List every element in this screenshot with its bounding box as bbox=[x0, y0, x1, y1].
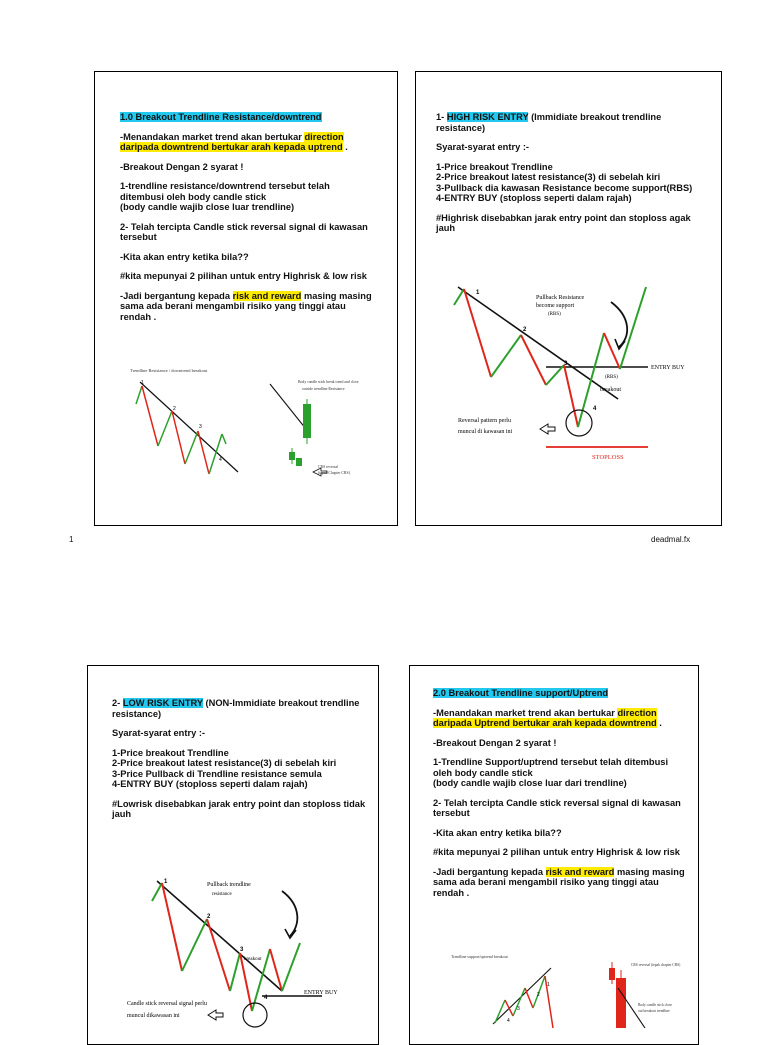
slide-1-figure bbox=[120, 364, 380, 494]
s1-fig-label4: (tepak Chapter CRS) bbox=[318, 471, 350, 475]
slide-2-text bbox=[436, 112, 711, 243]
s2-rbs: (RBS) bbox=[605, 375, 618, 380]
s3-breakout: breakout bbox=[244, 957, 262, 962]
slide-4-text bbox=[433, 688, 688, 907]
slide-1-fig-caption: Trendline Resistance / downtrend breakout bbox=[130, 368, 208, 373]
slide-1-para-5: -Kita akan entry ketika bila?? bbox=[120, 251, 249, 262]
s4-fig-label2: Body candle stick close bbox=[638, 1003, 673, 1007]
s3-pt-4: 4 bbox=[264, 995, 268, 1001]
footer-brand: deadmal.fx bbox=[651, 535, 691, 544]
slide-2-figure bbox=[436, 277, 721, 477]
slide-1-para-4: 2- Telah tercipta Candle stick reversal signal di kawasan tersebut bbox=[120, 221, 368, 242]
s2-pt-4: 4 bbox=[593, 406, 597, 412]
slide-4-figure bbox=[433, 948, 693, 1028]
s3-candle1: Candle stick reversal signal perlu bbox=[127, 1001, 207, 1007]
slide-2-para-3: #Highrisk disebabkan jarak entry point dan stoploss agak jauh bbox=[436, 212, 691, 233]
s1-fig-label1: Body candle stick break trend and close bbox=[298, 380, 359, 384]
s4-pt-4: 4 bbox=[507, 1018, 510, 1024]
slide-4-para-2: -Breakout Dengan 2 syarat ! bbox=[433, 737, 557, 748]
slide-3-title: 2- LOW RISK ENTRY (NON-Immidiate breakout trendline resistance) bbox=[112, 698, 360, 719]
s3-entry: ENTRY BUY bbox=[304, 990, 338, 996]
slide-4-para-7: -Jadi bergantung kepada risk and reward masing masing sama ada berani mengambil risiko yang tinggi atau rendah . bbox=[433, 866, 685, 898]
s3-pt-3: 3 bbox=[240, 947, 244, 953]
s2-pullback2: become support bbox=[536, 303, 575, 309]
s4-pt-3: 3 bbox=[517, 1006, 520, 1012]
s3-pullback1: Pullback trendline bbox=[207, 882, 251, 888]
s3-pt-1: 1 bbox=[164, 879, 168, 885]
s2-pt-3: 3 bbox=[564, 361, 568, 367]
slide-3 bbox=[87, 665, 379, 1045]
slide-3-para-3: #Lowrisk disebabkan jarak entry point dan stoploss tidak jauh bbox=[112, 798, 366, 819]
s4-fig-caption: Trendline support/uptrend breakout bbox=[451, 954, 508, 959]
slide-4-title: 2.0 Breakout Trendline support/Uptrend bbox=[433, 688, 609, 698]
slide-2-title: 1- HIGH RISK ENTRY (Immidiate breakout trendline resistance) bbox=[436, 112, 662, 133]
slide-2-para-2: 1-Price breakout Trendline 2-Price breakout latest resistance(3) di sebelah kiri 3-Pullback dia kawasan Resistance become support(RBS) 4-ENTRY BUY (stoploss seperti dalam rajah) bbox=[436, 161, 693, 203]
slide-1-para-7: -Jadi bergantung kepada risk and reward masing masing sama ada berani mengambil risiko yang tinggi atau rendah . bbox=[120, 290, 372, 322]
slide-1-title: 1.0 Breakout Trendline Resistance/downtrend bbox=[120, 112, 322, 122]
slide-1 bbox=[94, 71, 398, 526]
s4-pt-1: 1 bbox=[547, 982, 550, 988]
slide-1-text bbox=[120, 112, 375, 331]
s2-pt-2: 2 bbox=[523, 327, 527, 333]
s4-fig-label1: CRS reversal (tepak chapter CRS) bbox=[631, 963, 681, 967]
slide-2-para-1: Syarat-syarat entry :- bbox=[436, 142, 530, 152]
s2-stoploss: STOPLOSS bbox=[592, 454, 624, 461]
slide-3-para-1: Syarat-syarat entry :- bbox=[112, 728, 206, 738]
s2-pullback1: Pullback Resistance bbox=[536, 295, 585, 301]
slide-4-para-4: 2- Telah tercipta Candle stick reversal signal di kawasan tersebut bbox=[433, 797, 681, 818]
s2-breakout: breakout bbox=[600, 387, 621, 393]
s4-pt-2: 2 bbox=[537, 992, 540, 998]
s3-pullback2: resistance bbox=[212, 892, 232, 897]
s2-pt-1: 1 bbox=[476, 290, 480, 296]
slide-4-para-1: -Menandakan market trend akan bertukar direction daripada Uptrend bertukar arah kepada downtrend . bbox=[433, 707, 662, 728]
s3-candle2: muncul dikawasan ini bbox=[127, 1013, 180, 1019]
s2-reversal2: muncul di kawasan ini bbox=[458, 429, 513, 435]
s1-pt-4: 4 bbox=[219, 457, 222, 463]
s1-pt-2: 2 bbox=[173, 406, 176, 412]
page-number: 1 bbox=[69, 535, 74, 544]
s2-entry: ENTRY BUY bbox=[651, 365, 685, 371]
slide-2 bbox=[415, 71, 722, 526]
s2-reversal1: Reversal pattern perlu bbox=[458, 418, 511, 424]
slide-3-text bbox=[112, 698, 372, 829]
slide-1-para-1: -Menandakan market trend akan bertukar direction daripada downtrend bertukar arah kepada uptrend . bbox=[120, 131, 348, 152]
s1-pt-1: 1 bbox=[141, 380, 144, 386]
s1-pt-3: 3 bbox=[199, 424, 202, 430]
slide-4-para-3: 1-Trendline Support/uptrend tersebut telah ditembusi oleh body candle stick (body candle wajib close luar dari trendline) bbox=[433, 757, 669, 788]
s2-pullback3: (RBS) bbox=[548, 312, 561, 317]
s1-fig-label3: CRS reversal bbox=[318, 465, 339, 469]
slide-4 bbox=[409, 665, 699, 1045]
slide-3-figure bbox=[112, 871, 372, 1031]
slide-1-para-3: 1-trendline resistance/downtrend tersebut telah ditembusi oleh body candle stick (body candle wajib close luar trendline) bbox=[120, 181, 330, 212]
slide-1-para-6: #kita mepunyai 2 pilihan untuk entry Highrisk & low risk bbox=[120, 271, 367, 281]
slide-4-para-6: #kita mepunyai 2 pilihan untuk entry Highrisk & low risk bbox=[433, 847, 680, 857]
slide-4-para-5: -Kita akan entry ketika bila?? bbox=[433, 827, 562, 838]
slide-3-para-2: 1-Price breakout Trendline 2-Price breakout latest resistance(3) di sebelah kiri 3-Price Pullback di Trendline resistance semula 4-ENTRY BUY (stoploss seperti dalam rajah) bbox=[112, 747, 337, 789]
s4-fig-label3: out breakout trendline bbox=[638, 1009, 670, 1013]
s1-fig-label2: outside trendline Resistance bbox=[302, 387, 345, 391]
slide-1-para-2: -Breakout Dengan 2 syarat ! bbox=[120, 161, 244, 172]
s3-pt-2: 2 bbox=[207, 914, 211, 920]
